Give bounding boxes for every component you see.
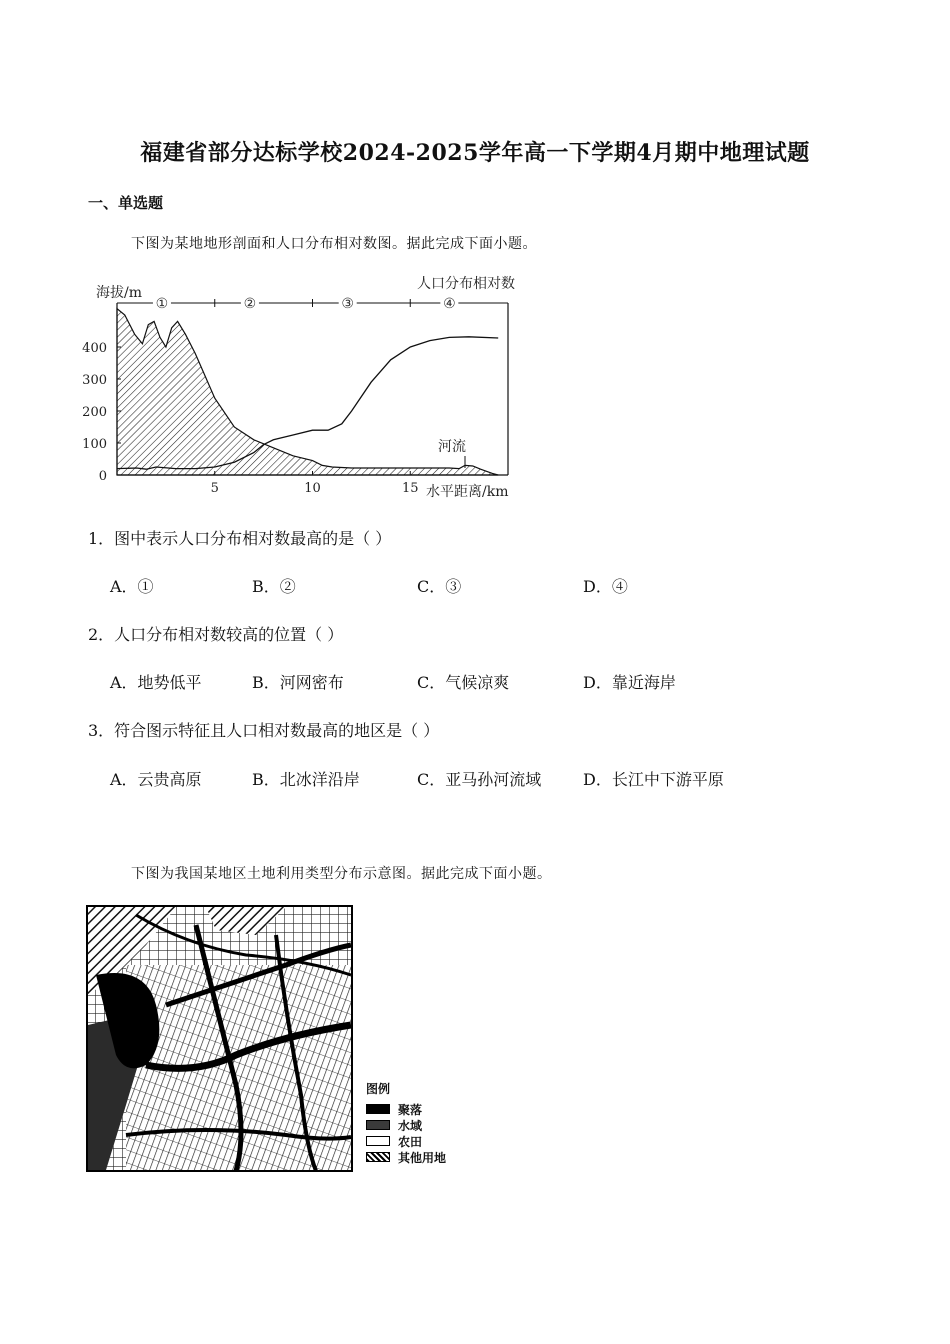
water-swatch (366, 1120, 390, 1130)
legend-label: 水域 (398, 1118, 423, 1133)
section-heading: 一、单选题 (88, 194, 164, 212)
legend-item-settlement (366, 1101, 446, 1117)
legend-item-farmland (366, 1133, 446, 1149)
question-1: 1．图中表示人口分布相对数最高的是（ ） (88, 529, 392, 548)
x-tick-label: 10 (304, 481, 321, 496)
y-tick-label: 300 (82, 373, 107, 388)
question-2: 2．人口分布相对数较高的位置（ ） (88, 625, 344, 644)
y-tick-label: 100 (82, 437, 107, 452)
page-title: 福建省部分达标学校2024-2025学年高一下学期4月期中地理试题 (140, 140, 810, 166)
legend-label: 农田 (398, 1134, 423, 1149)
q3-option-d[interactable]: D．长江中下游平原 (583, 770, 724, 789)
legend-item-other (366, 1149, 446, 1165)
y-axis-title: 海拔/m (96, 285, 142, 301)
farmland-swatch (366, 1136, 390, 1146)
x-axis-title: 水平距离/km (426, 484, 509, 498)
y-tick-label: 0 (98, 469, 107, 484)
q2-option-d[interactable]: D．靠近海岸 (583, 673, 676, 692)
land-use-map (86, 905, 354, 1177)
x-tick-label: 5 (210, 481, 219, 496)
q2-option-b[interactable]: B．河网密布 (252, 673, 344, 692)
x-tick-label: 15 (401, 481, 419, 496)
other-land-swatch (366, 1152, 390, 1162)
map-legend (366, 1080, 446, 1165)
legend-label: 聚落 (398, 1102, 423, 1117)
q1-option-a[interactable]: A．① (110, 577, 154, 596)
y-tick-label: 200 (82, 405, 107, 420)
river-label: 河流 (438, 439, 466, 455)
q2-option-c[interactable]: C．气候凉爽 (417, 673, 510, 692)
terrain-population-chart (80, 268, 540, 502)
q3-option-b[interactable]: B．北冰洋沿岸 (252, 770, 360, 789)
legend-item-water (366, 1117, 446, 1133)
q2-option-a[interactable]: A．地势低平 (110, 673, 202, 692)
q1-option-b[interactable]: B．② (252, 577, 296, 596)
population-axis-title: 人口分布相对数 (417, 276, 515, 292)
q3-option-a[interactable]: A．云贵高原 (110, 770, 202, 789)
intro-text-1: 下图为某地地形剖面和人口分布相对数图。据此完成下面小题。 (131, 236, 537, 252)
q1-option-c[interactable]: C．③ (417, 577, 462, 596)
legend-label: 其他用地 (398, 1150, 447, 1165)
question-3: 3．符合图示特征且人口相对数最高的地区是（ ） (88, 721, 440, 740)
zone-label: ② (243, 296, 257, 312)
q3-option-c[interactable]: C．亚马孙河流域 (417, 770, 542, 789)
y-tick-label: 400 (82, 341, 107, 356)
legend-title: 图例 (366, 1082, 391, 1096)
zone-label: ④ (443, 296, 456, 312)
intro-text-2: 下图为我国某地区土地利用类型分布示意图。据此完成下面小题。 (131, 866, 552, 882)
zone-label: ① (155, 296, 169, 312)
zone-label: ③ (341, 296, 354, 312)
settlement-swatch (366, 1104, 390, 1114)
q1-option-d[interactable]: D．④ (583, 577, 628, 596)
